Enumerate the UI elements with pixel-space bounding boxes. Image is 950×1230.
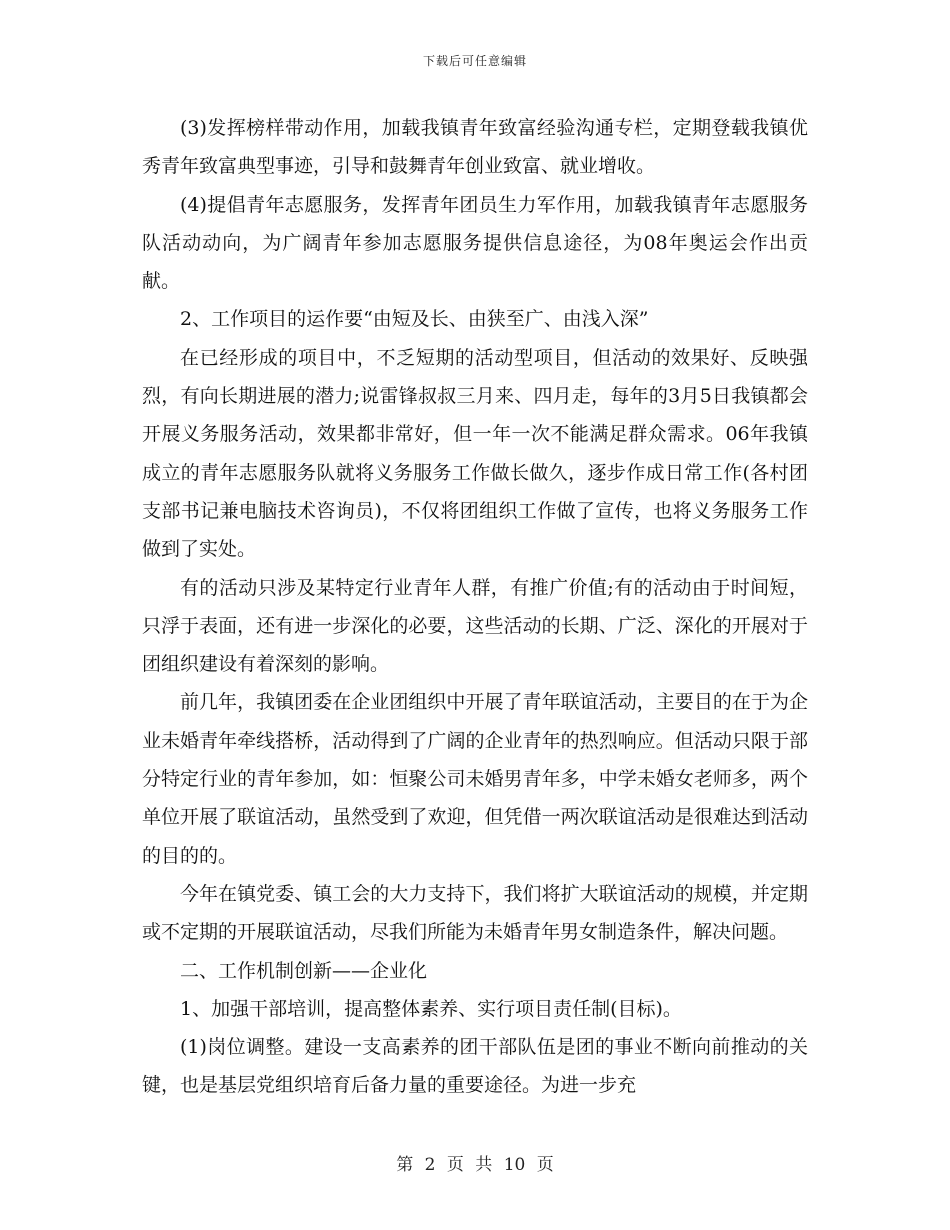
paragraph-4: 在已经形成的项目中，不乏短期的活动型项目，但活动的效果好、反映强烈，有向长期进展的潜力;说雷锋叔叔三月来、四月走，每年的3月5日我镇都会开展义务服务活动，效果都非常好，但一年一次不能满足群众需求。06年我镇成立的青年志愿服务队就将义务服务工作做长做久，逐步作成日常工作(各村团支部书记兼电脑技术咨询员)，不仅将团组织工作做了宣传，也将义务服务工作做到了实处。 [142,346,808,561]
section-heading: 二、工作机制创新——企业化 [180,959,428,982]
page-number-footer: 第 2 页 共 10 页 [396,1155,554,1175]
paragraph-10: (1)岗位调整。建设一支高素养的团干部队伍是团的事业不断向前推动的关键，也是基层党组织培育后备力量的重要途径。为进一步充 [142,1036,808,1097]
page-header-note: 下载后可任意编辑 [422,54,527,68]
paragraph-5: 有的活动只涉及某特定行业青年人群，有推广价值;有的活动由于时间短，只浮于表面，还有进一步深化的必要，这些活动的长期、广泛、深化的开展对于团组织建设有着深刻的影响。 [142,576,808,676]
paragraph-3: 2、工作项目的运作要“由短及长、由狭至广、由浅入深” [180,308,649,331]
paragraph-1: (3)发挥榜样带动作用，加载我镇青年致富经验沟通专栏，定期登载我镇优秀青年致富典型事迹，引导和鼓舞青年创业致富、就业增收。 [142,117,808,178]
paragraph-9: 1、加强干部培训，提高整体素养、实行项目责任制(目标)。 [180,997,682,1020]
paragraph-7: 今年在镇党委、镇工会的大力支持下，我们将扩大联谊活动的规模，并定期或不定期的开展联谊活动，尽我们所能为未婚青年男女制造条件，解决问题。 [142,882,808,944]
document-body [142,109,808,1105]
paragraph-6: 前几年，我镇团委在企业团组织中开展了青年联谊活动，主要目的在于为企业未婚青年牵线搭桥，活动得到了广阔的企业青年的热烈响应。但活动只限于部分特定行业的青年参加，如：恒聚公司未婚男青年多，中学未婚女老师多，两个单位开展了联谊活动，虽然受到了欢迎，但凭借一两次联谊活动是很难达到活动的目的的。 [142,691,808,867]
paragraph-2: (4)提倡青年志愿服务，发挥青年团员生力军作用，加载我镇青年志愿服务队活动动向，为广阔青年参加志愿服务提供信息途径，为08年奥运会作出贡献。 [142,193,808,293]
